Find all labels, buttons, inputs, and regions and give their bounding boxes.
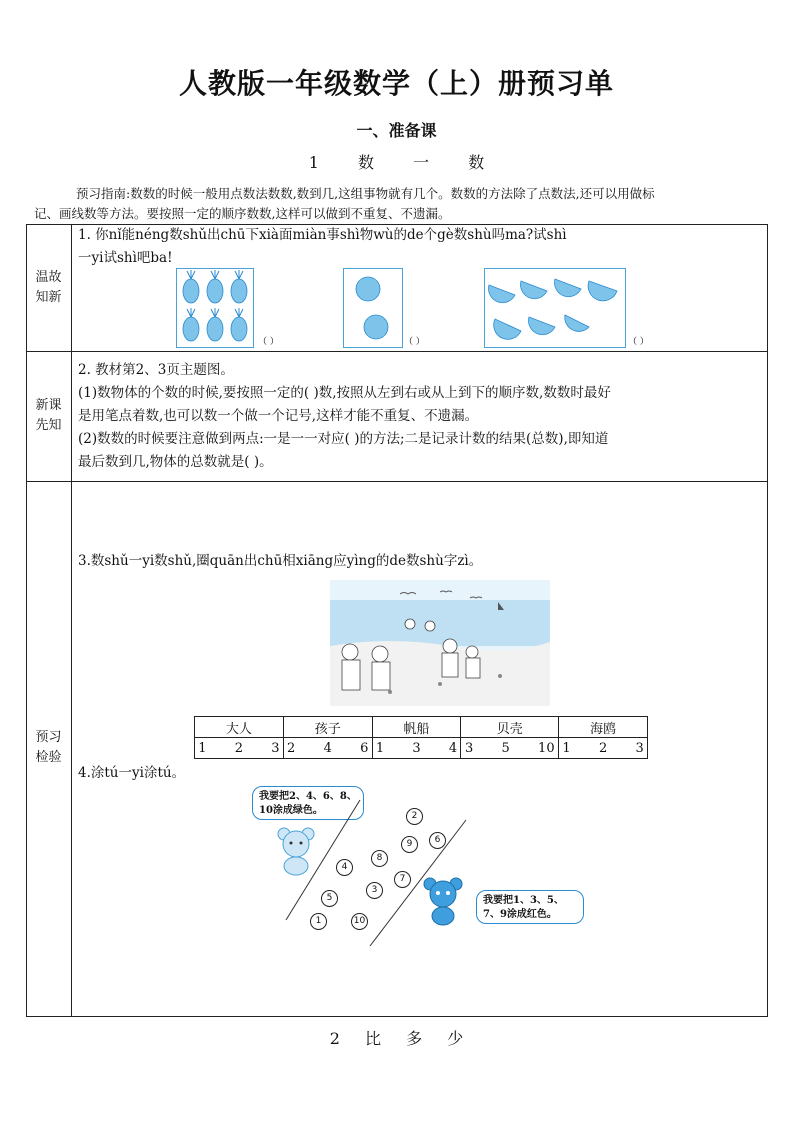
next-lesson-char-b: 多 [406, 1029, 423, 1048]
table-header: 海鸥 [559, 717, 648, 738]
guide-line-1: 预习指南:数数的时候一般用点数法数数,数到几,这组事物就有几个。数数的方法除了点数法,还可以用做标 [76, 186, 655, 201]
row-divider-2 [26, 481, 768, 482]
table-header: 孩子 [283, 717, 372, 738]
preview-guide [34, 184, 766, 224]
lesson-heading [0, 150, 793, 173]
number-circle[interactable]: 3 [366, 882, 383, 899]
page-title: 人教版一年级数学（上）册预习单 [178, 67, 614, 100]
table-header: 帆船 [372, 717, 461, 738]
number-circle[interactable]: 10 [351, 913, 368, 930]
lesson-name-dash: 一 [413, 153, 430, 172]
speech-bubble-right: 我要把1、3、5、7、9涂成红色。 [476, 890, 584, 924]
lesson-name-a: 数 [358, 153, 375, 172]
speech-bubble-left: 我要把2、4、6、8、10涂成绿色。 [252, 786, 364, 820]
beach-scene-illustration [330, 580, 550, 706]
table-cell[interactable]: 2 4 6 [283, 738, 372, 759]
question-2: 2. 教材第2、3页主题图。 (1)数物体的个数的时候,要按照一定的( )数,按照从左到右或从上到下的顺序数,数数时最好 是用笔点着数,也可以数一个做一个记号,这样才能不重复、不遗漏。 (2)数数的时候要注意做到两点:一是一一对应( )的方法;二是记录计数的结果(总数),即知道 最后数到几,物体的总数就是( )。 [78, 362, 611, 470]
watermelon-slice-picture [484, 268, 626, 348]
number-circle[interactable]: 5 [321, 890, 338, 907]
section-heading: 一、准备课 [356, 121, 437, 140]
question-4: 4.涂tú一yi涂tú。 [78, 765, 186, 781]
table-header: 大人 [195, 717, 284, 738]
number-circle[interactable]: 9 [401, 836, 418, 853]
table-cell[interactable]: 1 2 3 [195, 738, 284, 759]
question-1: 1. 你nǐ能néng数shǔ出chū下xià面miàn事shì物wù的de个gè数shù吗ma?试shì 一yi试shì吧ba! [78, 227, 567, 266]
next-lesson-heading [0, 1026, 793, 1049]
row-label-newlesson: 新课 先知 [35, 398, 62, 433]
answer-blank-3[interactable]: （ ） [628, 337, 649, 347]
table-cell[interactable]: 3 5 10 [461, 738, 559, 759]
number-circle[interactable]: 8 [371, 850, 388, 867]
table-cell[interactable]: 1 3 4 [372, 738, 461, 759]
table-row-values [195, 738, 648, 759]
row-label-review: 温故 知新 [35, 270, 62, 305]
number-circle[interactable]: 2 [406, 808, 423, 825]
answer-blank-2[interactable]: （ ） [404, 337, 425, 347]
question-3: 3.数shǔ一yi数shǔ,圈quān出chū相xiāng应yìng的de数shù字zì。 [78, 553, 483, 569]
diagonal-dividers [280, 790, 480, 950]
lesson-name-b: 数 [468, 153, 485, 172]
number-circle[interactable]: 4 [336, 859, 353, 876]
peach-picture [343, 268, 403, 348]
next-lesson-char-c: 少 [447, 1029, 464, 1048]
pineapple-picture [176, 268, 254, 348]
table-header: 贝壳 [461, 717, 559, 738]
table-cell[interactable]: 1 2 3 [559, 738, 648, 759]
row-label-check: 预习 检验 [35, 730, 62, 765]
counting-table [194, 716, 648, 759]
number-circle[interactable]: 7 [394, 871, 411, 888]
guide-line-2: 记、画线数等方法。要按照一定的顺序数数,这样可以做到不重复、不遗漏。 [34, 206, 451, 221]
number-circle[interactable]: 1 [310, 913, 327, 930]
next-lesson-char-a: 比 [365, 1029, 382, 1048]
answer-blank-1[interactable]: （ ） [258, 337, 279, 347]
row-divider-1 [26, 351, 768, 352]
label-column-divider [71, 224, 72, 1017]
table-row-headers [195, 717, 648, 738]
number-circle[interactable]: 6 [429, 832, 446, 849]
lesson-number: 1 [308, 153, 319, 172]
next-lesson-number: 2 [329, 1029, 340, 1048]
